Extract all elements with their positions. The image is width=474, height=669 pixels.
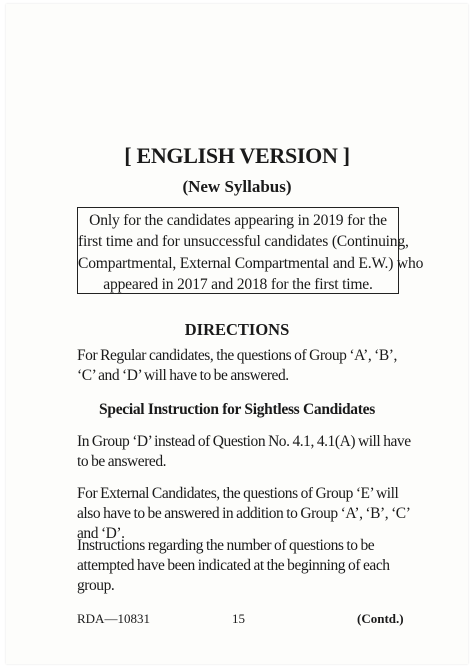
eligibility-notice-box xyxy=(77,207,424,294)
instructions-paragraph: Instructions regarding the number of questions to be attempted have been indicated at the beginning of each group. xyxy=(77,537,390,594)
footer-continued: (Contd.) xyxy=(357,611,404,626)
notice-line-2: first time and for unsuccessful candidates (Continuing, xyxy=(78,233,409,251)
sightless-instruction-heading: Special Instruction for Sightless Candidates xyxy=(99,401,375,418)
footer-page-number: 15 xyxy=(232,611,245,626)
sightless-instruction-paragraph: In Group ‘D’ instead of Question No. 4.1, 4.1(A) will have to be answered. xyxy=(77,433,411,470)
page-title: [ ENGLISH VERSION ] xyxy=(124,143,350,168)
external-candidates-paragraph: For External Candidates, the questions of Group ‘E’ will also have to be answered in addition to Group ‘A’, ‘B’, ‘C’ and ‘D’. xyxy=(77,485,410,542)
directions-heading: DIRECTIONS xyxy=(184,320,290,339)
footer-document-code: RDA—10831 xyxy=(77,611,150,626)
regular-candidates-paragraph: For Regular candidates, the questions of Group ‘A’, ‘B’, ‘C’ and ‘D’ will have to be answered. xyxy=(77,347,397,384)
notice-line-4: appeared in 2017 and 2018 for the first time. xyxy=(103,276,373,294)
notice-line-3: Compartmental, External Compartmental and E.W.) who xyxy=(78,254,424,272)
notice-line-1: Only for the candidates appearing in 2019 for the xyxy=(89,212,387,229)
page-subtitle: (New Syllabus) xyxy=(182,177,292,196)
